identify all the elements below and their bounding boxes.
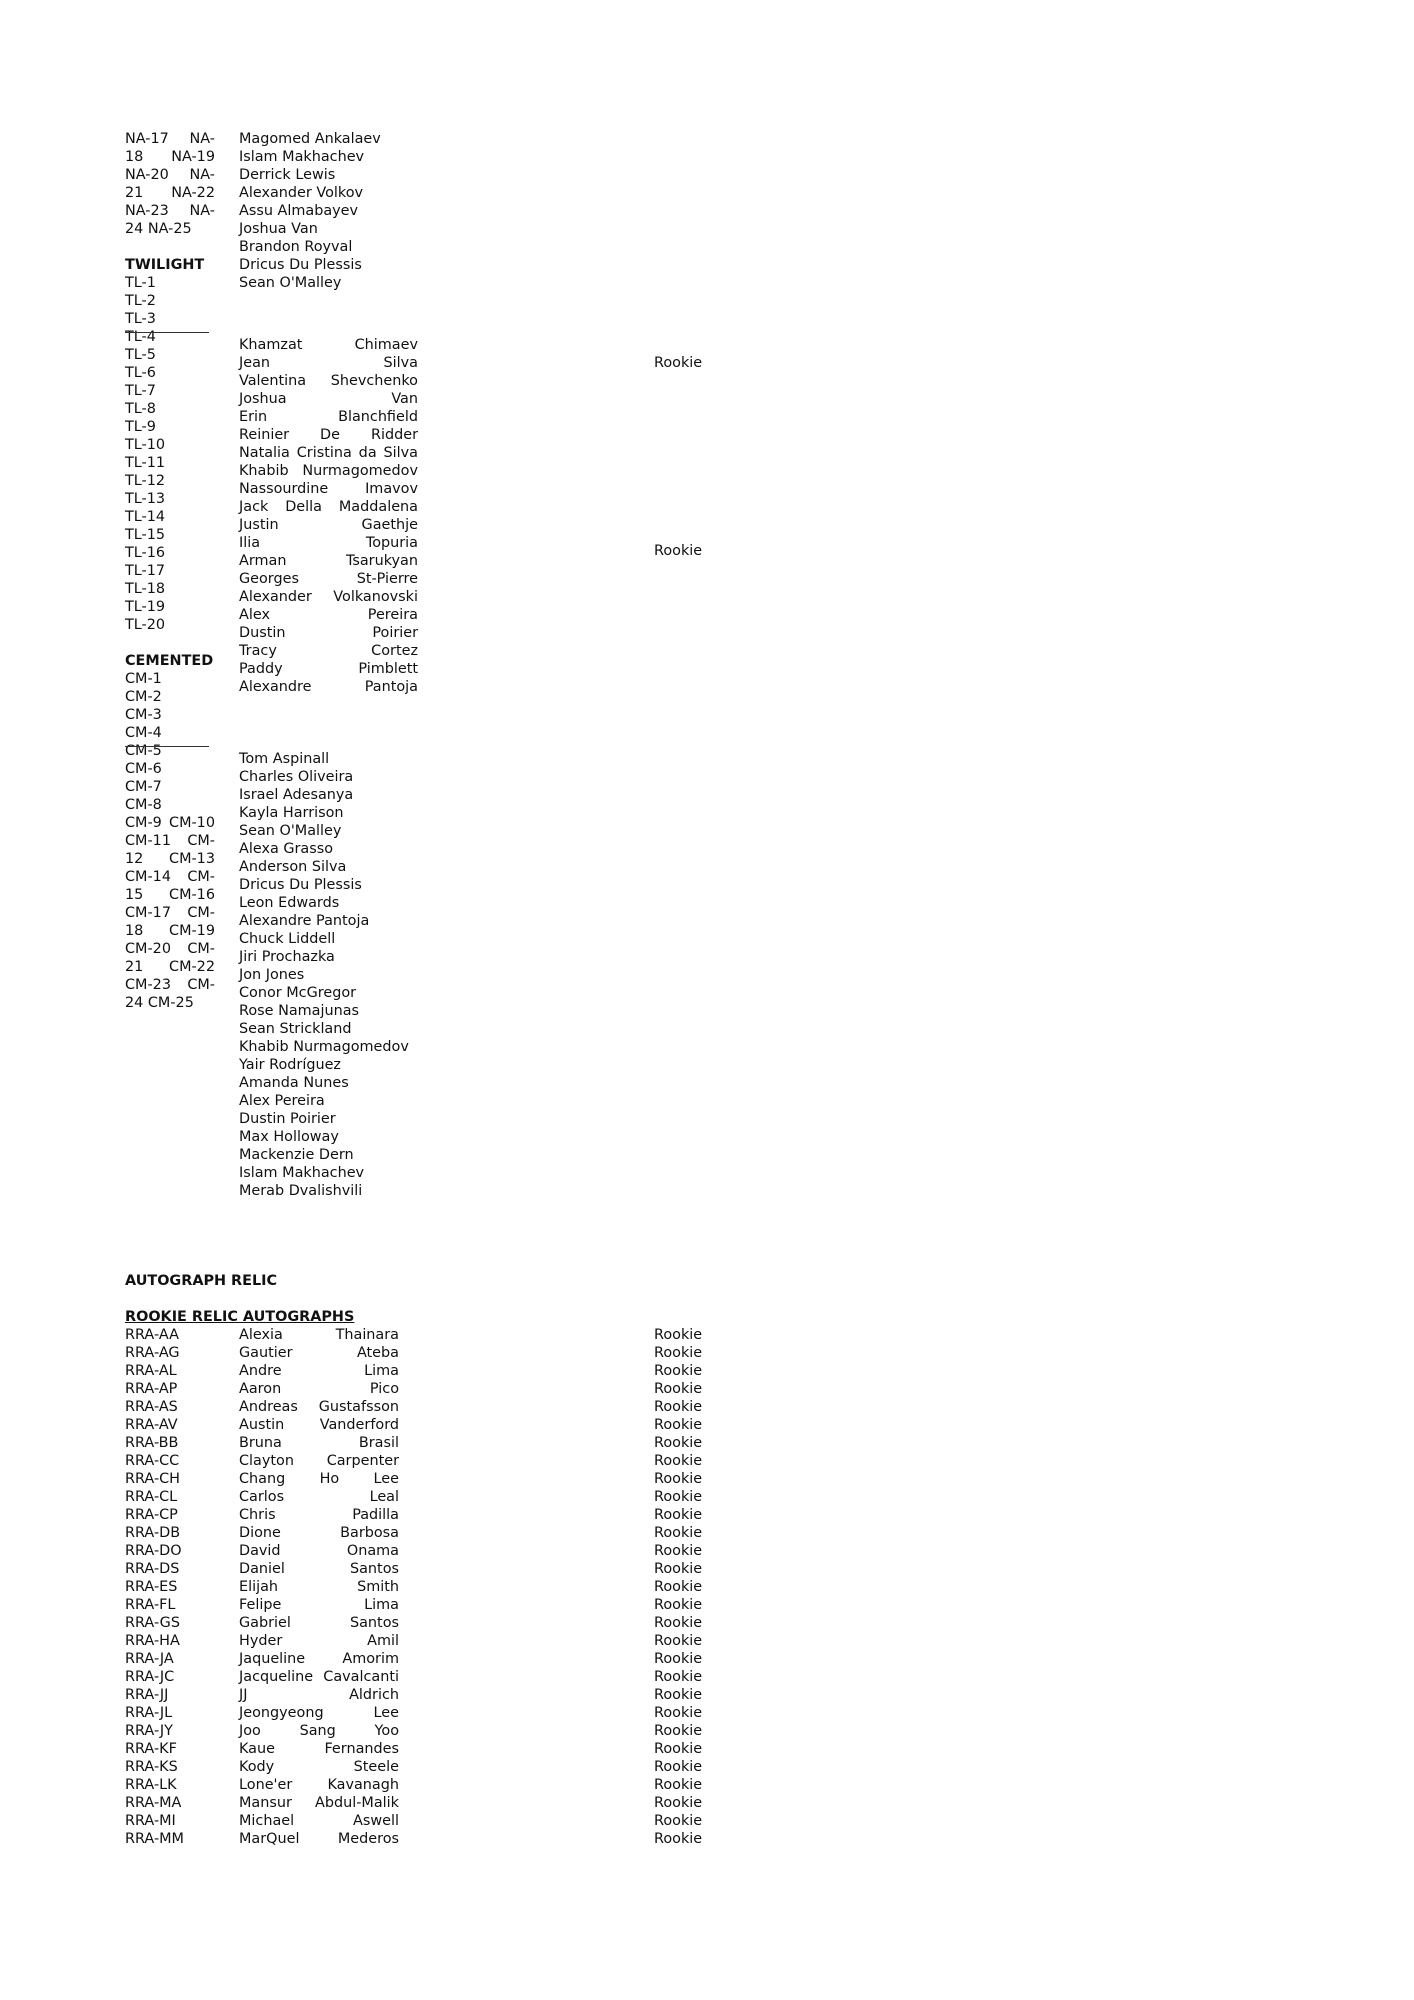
rookie-tag: Rookie [654, 1327, 703, 1343]
card-code: RRA-CH [125, 1471, 181, 1487]
player-name: Yair Rodríguez [239, 1057, 341, 1073]
table-row [0, 1830, 1414, 1848]
player-name: Nassourdine Imavov [239, 481, 418, 497]
card-code: TL-3 [125, 311, 156, 327]
player-name: Sean Strickland [239, 1021, 352, 1037]
player-name: Carlos Leal [239, 1489, 399, 1505]
card-code: CM-4 [125, 725, 162, 741]
card-code: RRA-AS [125, 1399, 178, 1415]
player-name: Justin Gaethje [239, 517, 418, 533]
player-name: Austin Vanderford [239, 1417, 399, 1433]
rookie-tag: Rookie [654, 1651, 703, 1667]
card-code: RRA-DB [125, 1525, 181, 1541]
player-name: Jaqueline Amorim [239, 1651, 399, 1667]
rookie-tag: Rookie [654, 1597, 703, 1613]
player-name: Clayton Carpenter [239, 1453, 399, 1469]
rookie-tag: Rookie [654, 1759, 703, 1775]
player-name: Gautier Ateba [239, 1345, 399, 1361]
rookie-tag: Rookie [654, 1435, 703, 1451]
card-code: TL-7 [125, 383, 156, 399]
table-row [0, 1488, 1414, 1506]
player-name: Khamzat Chimaev [239, 337, 418, 353]
card-code: CM-8 [125, 797, 162, 813]
card-code: CM-3 [125, 707, 162, 723]
player-name: Alexander Volkanovski [239, 589, 418, 605]
card-code: RRA-BB [125, 1435, 179, 1451]
card-code: TL-1 [125, 275, 156, 291]
table-row [0, 1524, 1414, 1542]
twilight-heading: TWILIGHT [125, 257, 205, 273]
card-code: RRA-CP [125, 1507, 178, 1523]
player-name: Chang Ho Lee [239, 1471, 399, 1487]
table-row [0, 1416, 1414, 1434]
rookie-relic-subheading: ROOKIE RELIC AUTOGRAPHS [125, 1309, 355, 1325]
cemented-codes-list [125, 670, 213, 814]
player-name: Valentina Shevchenko [239, 373, 418, 389]
player-name: Islam Makhachev [239, 1165, 365, 1181]
card-code: CM-5 [125, 743, 162, 759]
table-row [0, 1506, 1414, 1524]
table-row [0, 1344, 1414, 1362]
rookie-tag: Rookie [654, 1453, 703, 1469]
rookie-tag: Rookie [654, 1669, 703, 1685]
rookie-tag: Rookie [654, 543, 703, 559]
card-code: TL-11 [125, 455, 166, 471]
player-name: Tom Aspinall [239, 751, 330, 767]
table-row [0, 1776, 1414, 1794]
card-code: RRA-AV [125, 1417, 178, 1433]
rookie-tag: Rookie [654, 1633, 703, 1649]
card-code: TL-12 [125, 473, 166, 489]
card-code: TL-13 [125, 491, 166, 507]
rookie-tag: Rookie [654, 1579, 703, 1595]
card-code: TL-14 [125, 509, 166, 525]
table-row [0, 1632, 1414, 1650]
rookie-relic-subheading-wrap [125, 1308, 425, 1326]
card-code: TL-18 [125, 581, 166, 597]
player-name: Alex Pereira [239, 607, 418, 623]
player-name: Chris Padilla [239, 1507, 399, 1523]
table-row [0, 1740, 1414, 1758]
player-name: Jean Silva [239, 355, 418, 371]
table-row [0, 1326, 1414, 1344]
card-code: TL-19 [125, 599, 166, 615]
card-code: RRA-KS [125, 1759, 178, 1775]
rookie-tag: Rookie [654, 1615, 703, 1631]
rookie-tag: Rookie [654, 1381, 703, 1397]
table-row [0, 1794, 1414, 1812]
player-name: Alex Pereira [239, 1093, 325, 1109]
player-name: Assu Almabayev [239, 203, 359, 219]
player-name: Reinier De Ridder [239, 427, 418, 443]
player-name: Andre Lima [239, 1363, 399, 1379]
player-name: Derrick Lewis [239, 167, 336, 183]
table-row [0, 1614, 1414, 1632]
player-name: Lone'er Kavanagh [239, 1777, 399, 1793]
card-code: RRA-AL [125, 1363, 177, 1379]
table-row [0, 1434, 1414, 1452]
player-name: Khabib Nurmagomedov [239, 1039, 409, 1055]
player-name: Elijah Smith [239, 1579, 399, 1595]
twilight-tag-1 [654, 354, 774, 372]
player-name: Daniel Santos [239, 1561, 399, 1577]
cemented-codes-wrapped: CM-9 CM-10 CM-11 CM-12 CM-13 CM-14 CM-15 CM-16 CM-17 CM-18 CM-19 CM-20 CM-21 CM-22 CM-23 CM-24 CM-25 [125, 815, 215, 1011]
cemented-codes-column [125, 652, 213, 1012]
player-name: Leon Edwards [239, 895, 340, 911]
rookie-tag: Rookie [654, 1489, 703, 1505]
card-code: RRA-FL [125, 1597, 176, 1613]
rookie-tag: Rookie [654, 1399, 703, 1415]
player-name: Magomed Ankalaev [239, 131, 381, 147]
card-code: TL-10 [125, 437, 166, 453]
twilight-codes-column [125, 256, 213, 634]
card-code: TL-15 [125, 527, 166, 543]
card-code: RRA-AP [125, 1381, 178, 1397]
table-row [0, 1812, 1414, 1830]
card-code: TL-5 [125, 347, 156, 363]
card-code: TL-16 [125, 545, 166, 561]
rookie-tag: Rookie [654, 1723, 703, 1739]
card-code: RRA-JY [125, 1723, 173, 1739]
card-code: RRA-MA [125, 1795, 182, 1811]
player-name: Hyder Amil [239, 1633, 399, 1649]
card-code: TL-4 [125, 329, 156, 345]
player-name: Andreas Gustafsson [239, 1399, 399, 1415]
table-row [0, 1362, 1414, 1380]
card-code: RRA-JA [125, 1651, 174, 1667]
table-row [0, 1452, 1414, 1470]
table-row [0, 1650, 1414, 1668]
na-names-list [239, 130, 418, 292]
rookie-tag: Rookie [654, 1687, 703, 1703]
player-name: Jack Della Maddalena [239, 499, 418, 515]
player-name: Bruna Brasil [239, 1435, 399, 1451]
player-name: Chuck Liddell [239, 931, 336, 947]
card-code: RRA-LK [125, 1777, 177, 1793]
player-name: Jon Jones [239, 967, 305, 983]
player-name: Jiri Prochazka [239, 949, 335, 965]
twilight-tag-2 [654, 542, 774, 560]
cemented-divider-line [125, 746, 209, 747]
table-row [0, 1470, 1414, 1488]
player-name: Paddy Pimblett [239, 661, 418, 677]
rookie-tag: Rookie [654, 355, 703, 371]
rookie-tag: Rookie [654, 1507, 703, 1523]
player-name: Brandon Royval [239, 239, 353, 255]
card-code: RRA-KF [125, 1741, 177, 1757]
player-name: Alexandre Pantoja [239, 913, 370, 929]
autograph-relic-heading-wrap [125, 1272, 425, 1290]
cemented-heading: CEMENTED [125, 653, 214, 669]
player-name: Georges St-Pierre [239, 571, 418, 587]
table-row [0, 1722, 1414, 1740]
card-code: RRA-HA [125, 1633, 180, 1649]
player-name: Dustin Poirier [239, 1111, 336, 1127]
player-name: Alexa Grasso [239, 841, 334, 857]
card-code: RRA-MI [125, 1813, 176, 1829]
player-name: Amanda Nunes [239, 1075, 349, 1091]
table-row [0, 1398, 1414, 1416]
card-code: RRA-CC [125, 1453, 180, 1469]
player-name: Alexandre Pantoja [239, 679, 418, 695]
card-code: RRA-DS [125, 1561, 180, 1577]
card-code: RRA-DO [125, 1543, 182, 1559]
twilight-codes-list [125, 274, 213, 634]
player-name: David Onama [239, 1543, 399, 1559]
card-code: TL-2 [125, 293, 156, 309]
rookie-tag: Rookie [654, 1705, 703, 1721]
card-code: TL-8 [125, 401, 156, 417]
twilight-divider-line [125, 332, 209, 333]
player-name: Joshua Van [239, 391, 418, 407]
player-name: Dricus Du Plessis [239, 257, 362, 273]
autograph-relic-heading: AUTOGRAPH RELIC [125, 1273, 278, 1289]
player-name: Gabriel Santos [239, 1615, 399, 1631]
rookie-tag: Rookie [654, 1471, 703, 1487]
player-name: Jeongyeong Lee [239, 1705, 399, 1721]
player-name: Merab Dvalishvili [239, 1183, 363, 1199]
player-name: Max Holloway [239, 1129, 339, 1145]
card-code: TL-9 [125, 419, 156, 435]
table-row [0, 1542, 1414, 1560]
rookie-tag: Rookie [654, 1417, 703, 1433]
player-name: Joo Sang Yoo [239, 1723, 399, 1739]
card-code: CM-7 [125, 779, 162, 795]
cemented-names-list [239, 750, 418, 1200]
player-name: Arman Tsarukyan [239, 553, 418, 569]
table-row [0, 1704, 1414, 1722]
table-row [0, 1560, 1414, 1578]
rookie-tag: Rookie [654, 1777, 703, 1793]
player-name: JJ Aldrich [239, 1687, 399, 1703]
card-code: RRA-JC [125, 1669, 175, 1685]
player-name: Dustin Poirier [239, 625, 418, 641]
player-name: Michael Aswell [239, 1813, 399, 1829]
card-code: RRA-GS [125, 1615, 180, 1631]
rookie-tag: Rookie [654, 1561, 703, 1577]
player-name: Tracy Cortez [239, 643, 418, 659]
table-row [0, 1686, 1414, 1704]
player-name: Ilia Topuria [239, 535, 418, 551]
card-code: RRA-CL [125, 1489, 178, 1505]
rookie-tag: Rookie [654, 1525, 703, 1541]
player-name: Islam Makhachev [239, 149, 365, 165]
player-name: Sean O'Malley [239, 823, 342, 839]
card-code: RRA-JL [125, 1705, 173, 1721]
rookie-tag: Rookie [654, 1543, 703, 1559]
twilight-names-list [239, 336, 418, 696]
player-name: Alexander Volkov [239, 185, 364, 201]
na-codes: NA-17 NA-18 NA-19 NA-20 NA-21 NA-22 NA-23 NA-24 NA-25 [125, 131, 215, 237]
player-name: Kaue Fernandes [239, 1741, 399, 1757]
card-code: TL-20 [125, 617, 166, 633]
table-row [0, 1578, 1414, 1596]
player-name: Felipe Lima [239, 1597, 399, 1613]
player-name: Mansur Abdul-Malik [239, 1795, 399, 1811]
rookie-relic-table [0, 1326, 1414, 1848]
player-name: Aaron Pico [239, 1381, 399, 1397]
card-code: CM-6 [125, 761, 162, 777]
player-name: Khabib Nurmagomedov [239, 463, 418, 479]
card-code: CM-1 [125, 671, 162, 687]
card-code: RRA-MM [125, 1831, 184, 1847]
player-name: Mackenzie Dern [239, 1147, 354, 1163]
player-name: Anderson Silva [239, 859, 347, 875]
player-name: Kayla Harrison [239, 805, 344, 821]
card-code: RRA-AG [125, 1345, 180, 1361]
table-row [0, 1758, 1414, 1776]
player-name: Dione Barbosa [239, 1525, 399, 1541]
table-row [0, 1596, 1414, 1614]
card-code: RRA-AA [125, 1327, 179, 1343]
player-name: Dricus Du Plessis [239, 877, 362, 893]
rookie-tag: Rookie [654, 1363, 703, 1379]
player-name: Conor McGregor [239, 985, 357, 1001]
rookie-tag: Rookie [654, 1741, 703, 1757]
card-code: RRA-ES [125, 1579, 178, 1595]
player-name: Kody Steele [239, 1759, 399, 1775]
table-row [0, 1380, 1414, 1398]
player-name: Jacqueline Cavalcanti [239, 1669, 399, 1685]
player-name: Joshua Van [239, 221, 318, 237]
player-name: Alexia Thainara [239, 1327, 399, 1343]
rookie-tag: Rookie [654, 1795, 703, 1811]
player-name: Sean O'Malley [239, 275, 342, 291]
rookie-tag: Rookie [654, 1345, 703, 1361]
player-name: Charles Oliveira [239, 769, 354, 785]
player-name: Rose Namajunas [239, 1003, 360, 1019]
card-code: CM-2 [125, 689, 162, 705]
card-code: TL-6 [125, 365, 156, 381]
player-name: Israel Adesanya [239, 787, 354, 803]
table-row [0, 1668, 1414, 1686]
rookie-tag: Rookie [654, 1831, 703, 1847]
rookie-tag: Rookie [654, 1813, 703, 1829]
player-name: MarQuel Mederos [239, 1831, 399, 1847]
card-code: RRA-JJ [125, 1687, 169, 1703]
player-name: Erin Blanchfield [239, 409, 418, 425]
card-code: TL-17 [125, 563, 166, 579]
player-name: Natalia Cristina da Silva [239, 445, 418, 461]
